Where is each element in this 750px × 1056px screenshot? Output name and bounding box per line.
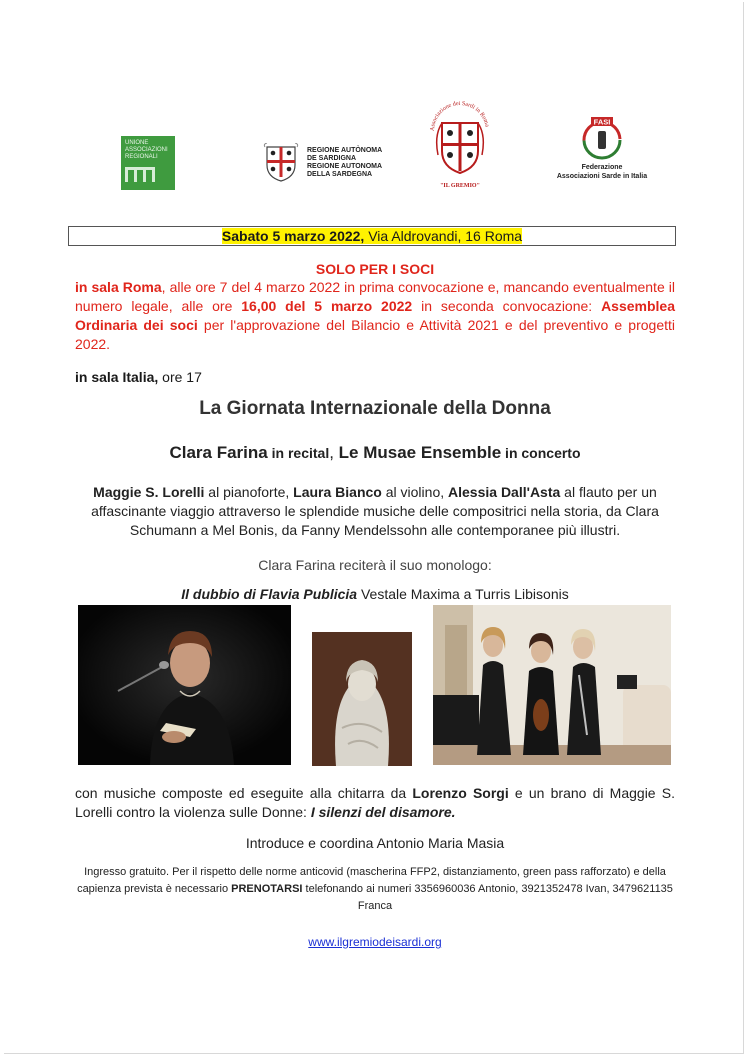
performers-description: al flauto per un affascinante viaggio attraverso le splendide musiche delle compositrici nella storia, da Clara Schumann a Mel Bonis, da Fanny Mendelssohn alle contemporanee più illustri. (91, 484, 659, 538)
regione-logo-line1: REGIONE AUTÒNOMA DE SARDIGNA (307, 147, 382, 162)
ingresso-text-2: telefonando ai numeri 3356960036 Antonio, 3921352478 Ivan, 3479621135 Franca (302, 883, 673, 912)
colosseum-icon (125, 167, 155, 184)
sala-roma-label: in sala Roma (75, 279, 162, 295)
ensemble-name: Le Musae Ensemble (338, 443, 502, 462)
event-subtitle (0, 443, 750, 463)
soci-title: SOLO PER I SOCI (315, 261, 435, 277)
event-title: La Giornata Internazionale della Donna (199, 398, 551, 419)
subtitle-comma: , (329, 443, 339, 462)
gremio-caption: "IL GREMIO" (440, 183, 480, 189)
event-address: Via Aldrovandi, 16 Roma (364, 228, 523, 244)
performer-bianco: Laura Bianco (293, 484, 382, 500)
il-gremio-logo (420, 95, 500, 195)
photo-clara-farina-recital (78, 605, 291, 765)
second-convocation-time: 16,00 del 5 marzo 2022 (241, 298, 413, 314)
sala-italia-time: ore 17 (158, 369, 202, 385)
monologo-title-line (0, 585, 750, 604)
performers-paragraph (75, 483, 675, 540)
website-link[interactable]: www.ilgremiodeisardi.org (308, 935, 442, 949)
website-line (0, 933, 750, 952)
regione-logo-line2: REGIONE AUTONOMA DELLA SARDEGNA (307, 163, 382, 178)
photo-le-musae-ensemble (433, 605, 671, 765)
regione-sardegna-logo (263, 143, 393, 183)
gremio-crest-icon (420, 95, 500, 195)
assemblea-label: Assemblea Ordinaria dei soci (75, 298, 675, 333)
event-date: Sabato 5 marzo 2022, (221, 228, 365, 244)
performer-dallasta: Alessia Dall'Asta (448, 484, 561, 500)
fasi-logo-line1: Federazione (581, 164, 623, 171)
composer-paragraph (75, 784, 675, 822)
soci-paragraph (75, 278, 675, 354)
ingresso-text-1: Ingresso gratuito. Per il rispetto delle norme anticovid (mascherina FFP2, distanziamento, green pass rafforzato) e della capienza prevista è necessario (77, 866, 666, 895)
quattro-mori-shield-icon (263, 143, 299, 183)
sala-italia-label: in sala Italia, (75, 369, 159, 385)
gremio-arc-text: Associazione dei Sardi in Roma (429, 100, 490, 132)
fasi-logo (556, 115, 648, 195)
composer-text-2: e un brano di Maggie S. Lorelli contro la violenza sulle Donne: (75, 785, 675, 820)
performer-role-2: al violino, (381, 484, 449, 500)
soci-text-1: , alle ore 7 del 4 marzo 2022 in prima convocazione e, mancando eventualmente il numero legale, alle ore (75, 279, 675, 314)
soci-text-3: per l'approvazione del Bilancio e Attività 2021 e del preventivo e progetti 2022. (75, 317, 676, 352)
soci-text-2: in seconda convocazione: (412, 298, 602, 314)
composer-lorenzo-sorgi: Lorenzo Sorgi (412, 785, 509, 801)
sala-italia-line (75, 368, 202, 387)
concerto-label: in concerto (501, 445, 581, 461)
fasi-acronym: FASI (593, 117, 611, 127)
composer-text-1: con musiche composte ed eseguite alla chitarra da (75, 785, 413, 801)
performer-role-1: al pianoforte, (204, 484, 294, 500)
photo-vestal-statue (312, 632, 412, 766)
recital-label: in recital (267, 445, 330, 461)
ingresso-paragraph (75, 864, 675, 915)
introduce-line: Introduce e coordina Antonio Maria Masia (245, 835, 505, 851)
fasi-logo-line2: Associazioni Sarde in Italia (556, 173, 648, 180)
performer-clara-farina: Clara Farina (169, 443, 268, 462)
prenotarsi-label: PRENOTARSI (231, 883, 303, 895)
monologo-subtitle: Vestale Maxima a Turris Libisonis (357, 586, 569, 602)
performer-lorelli: Maggie S. Lorelli (93, 484, 205, 500)
work-title: I silenzi del disamore. (310, 804, 456, 820)
unione-logo-text: UNIONE ASSOCIAZIONI REGIONALI (125, 140, 168, 160)
date-location-box (68, 226, 676, 246)
fasi-emblem-icon (579, 115, 625, 161)
unione-associazioni-logo (121, 136, 175, 190)
monologo-title: Il dubbio di Flavia Publicia (181, 586, 358, 602)
monologo-intro: Clara Farina reciterà il suo monologo: (258, 557, 492, 573)
